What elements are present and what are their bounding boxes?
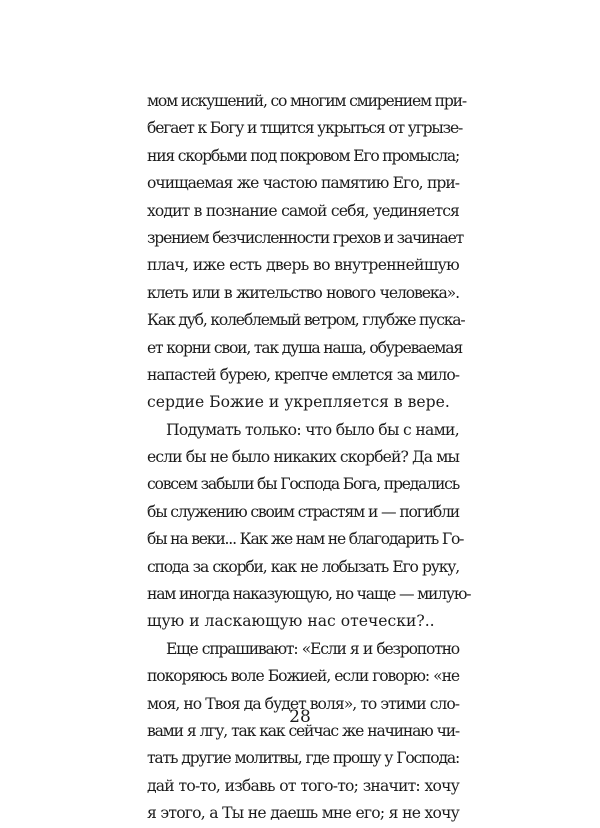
text-line: сердие Божие и укрепляется в вере.: [147, 393, 450, 412]
paragraph-first-line: Еще спрашивают: «Если я и безропотно: [166, 639, 459, 658]
paragraph-first-line: Подумать только: что было бы с нами,: [166, 420, 459, 439]
text-line: тать другие молитвы, где прошу у Господа:: [147, 749, 459, 768]
text-line: плач, иже есть дверь во внутреннейшую: [147, 256, 459, 275]
text-line: дай то-то, избавь от того-то; значит: хочу: [147, 776, 459, 795]
text-line: бы на веки... Как же нам не благодарить Го-: [147, 530, 464, 549]
text-line: бегает к Богу и тщится укрыться от угрызе-: [147, 119, 463, 138]
text-line: клеть или в жительство нового человека».: [147, 283, 459, 302]
text-line: мом искушений, со многим смирением при-: [147, 92, 466, 110]
text-line: совсем забыли бы Господа Бога, предались: [147, 475, 459, 494]
text-line: щую и ласкающую нас отечески?..: [147, 612, 435, 631]
text-line: Как дуб, колеблемый ветром, глубже пуска-: [147, 311, 465, 330]
text-line: покоряюсь воле Божией, если говорю: «не: [147, 667, 459, 686]
text-line: ет корни свои, так душа наша, обуреваемая: [147, 338, 462, 357]
text-line: моя, но Твоя да будет воля», то этими сло-: [147, 694, 459, 713]
text-line: нам иногда наказующую, но чаще — милую-: [147, 585, 471, 604]
text-line: бы служению своим страстям и — погибли: [147, 502, 459, 521]
text-line: зрением безчисленности грехов и зачинает: [147, 228, 464, 247]
text-line: ходит в познание самой себя, уединяется: [147, 201, 459, 220]
text-line: если бы не было никаких скорбей? Да мы: [147, 448, 459, 467]
page-number: 28: [289, 707, 311, 727]
text-line: ния скорбьми под покровом Его промысла;: [147, 146, 459, 165]
text-line: очищаемая же частою памятию Его, при-: [147, 174, 459, 193]
text-line: вами я лгу, так как сейчас же начинаю чи-: [147, 721, 459, 740]
text-line: я этого, а Ты не даешь мне его; я не хочу: [147, 804, 459, 823]
text-line: спода за скорби, как не лобызать Его руку,: [147, 557, 459, 576]
text-line: напастей бурею, крепче емлется за мило-: [147, 365, 459, 384]
